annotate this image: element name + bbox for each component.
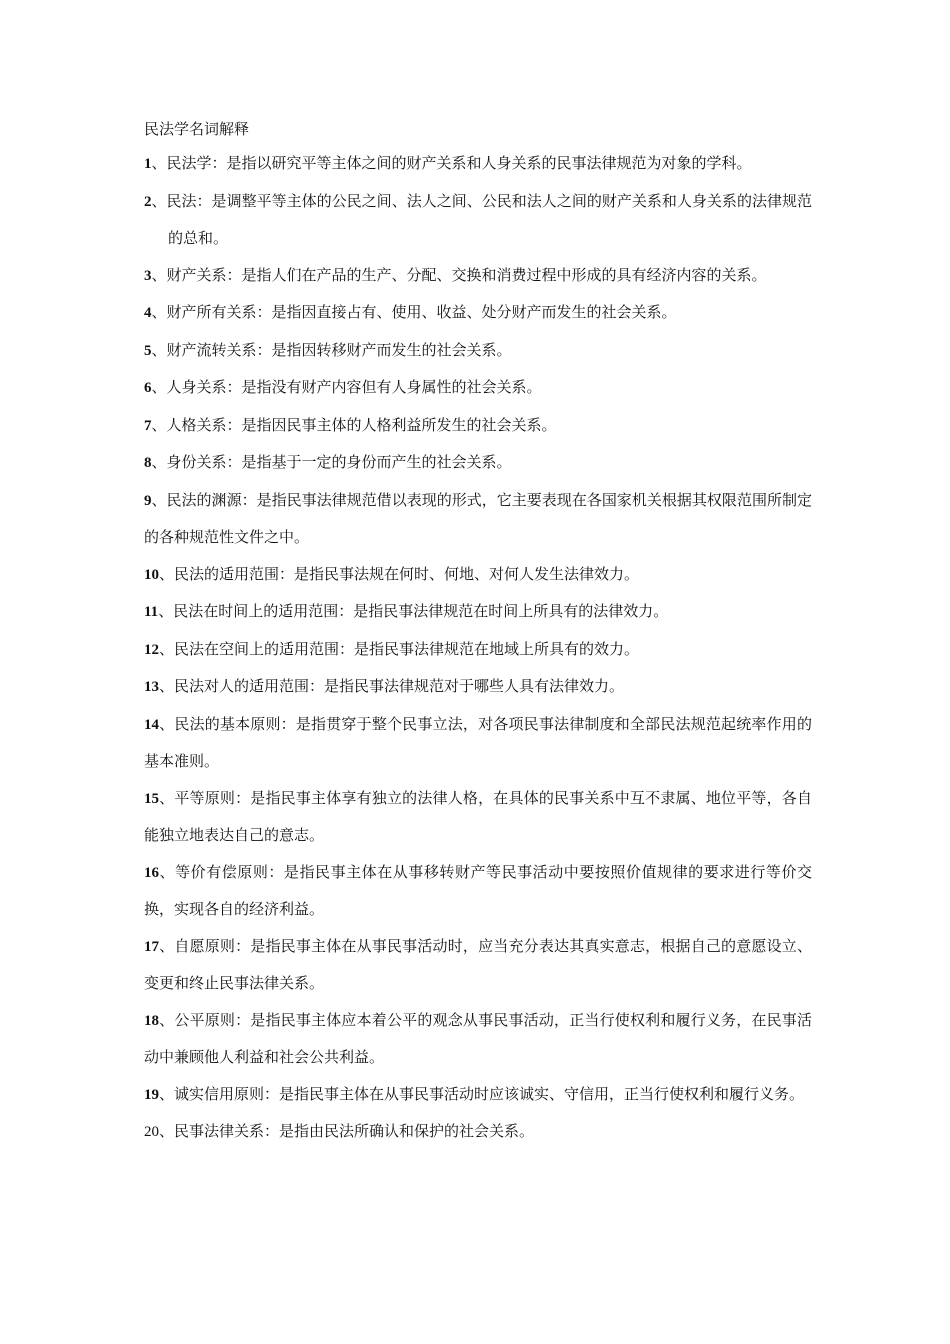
definition-entry-6 — [144, 369, 812, 407]
entry-text: 、等价有偿原则：是指民事主体在从事移转财产等民事活动中要按照价值规律的要求进行等价交换，实现各自的经济利益。 — [144, 862, 812, 918]
definition-entry-8 — [144, 444, 812, 482]
entry-text: 、民法的渊源：是指民事法律规范借以表现的形式，它主要表现在各国家机关根据其权限范围所制定的各种规范性文件之中。 — [144, 490, 812, 546]
definition-entry-13 — [144, 668, 812, 706]
entry-text: 、民法的适用范围：是指民事法规在何时、何地、对何人发生法律效力。 — [159, 564, 640, 583]
entry-text: 、人身关系：是指没有财产内容但有人身属性的社会关系。 — [151, 378, 542, 396]
document-title: 民法学名词解释 — [144, 120, 250, 138]
entry-text: 、财产所有关系：是指因直接占有、使用、收益、处分财产而发生的社会关系。 — [151, 303, 677, 321]
definition-entry-3 — [144, 257, 812, 295]
entry-text: 、平等原则：是指民事主体享有独立的法律人格，在具体的民事关系中互不隶属、地位平等，各自能独立地表达自己的意志。 — [144, 788, 812, 844]
entry-number: 7 — [144, 417, 152, 434]
definition-entry-11 — [144, 593, 812, 631]
entry-text: 、人格关系：是指因民事主体的人格利益所发生的社会关系。 — [151, 415, 557, 434]
entry-number: 15 — [144, 790, 159, 807]
definition-entry-20 — [144, 1113, 812, 1151]
entry-text: 、身份关系：是指基于一定的身份而产生的社会关系。 — [151, 453, 512, 471]
entry-number: 11 — [144, 604, 159, 620]
entry-number: 12 — [144, 641, 159, 658]
entry-number: 6 — [144, 380, 152, 396]
entry-number: 18 — [144, 1012, 159, 1029]
definition-entry-9 — [144, 482, 812, 556]
entry-text: 、自愿原则：是指民事主体在从事民事活动时，应当充分表达其真实意志，根据自己的意愿设立、变更和终止民事法律关系。 — [144, 936, 812, 992]
entry-text: 、财产流转关系：是指因转移财产而发生的社会关系。 — [151, 340, 512, 359]
definition-entry-12 — [144, 631, 812, 669]
entry-text: 、财产关系：是指人们在产品的生产、分配、交换和消费过程中形成的具有经济内容的关系。 — [151, 265, 767, 284]
entry-number: 10 — [144, 566, 159, 583]
entry-number: 19 — [144, 1086, 159, 1103]
definition-entry-10 — [144, 556, 812, 594]
entry-text: 、民法：是调整平等主体的公民之间、法人之间、公民和法人之间的财产关系和人身关系的法律规范的总和。 — [151, 191, 812, 247]
definition-list — [144, 145, 812, 1151]
definition-entry-18 — [144, 1002, 812, 1076]
entry-number: 13 — [144, 679, 159, 695]
entry-text: 、公平原则：是指民事主体应本着公平的观念从事民事活动，正当行使权利和履行义务，在民事活动中兼顾他人利益和社会公共利益。 — [144, 1010, 812, 1066]
entry-text: 、民法在空间上的适用范围：是指民事法律规范在地域上所具有的效力。 — [159, 639, 640, 658]
definition-entry-2 — [144, 183, 812, 257]
definition-entry-7 — [144, 407, 812, 445]
definition-entry-19 — [144, 1076, 812, 1114]
entry-number: 5 — [144, 342, 152, 359]
document-page — [144, 115, 812, 1151]
entry-number: 8 — [144, 455, 152, 471]
entry-number: 4 — [144, 305, 152, 321]
entry-text: 、民法学：是指以研究平等主体之间的财产关系和人身关系的民事法律规范为对象的学科。 — [151, 154, 752, 172]
entry-text: 、民法的基本原则：是指贯穿于整个民事立法，对各项民事法律制度和全部民法规范起统率作用的基本准则。 — [144, 714, 812, 770]
entry-number: 20 — [144, 1124, 159, 1140]
entry-number: 1 — [144, 156, 152, 172]
definition-entry-5 — [144, 332, 812, 370]
entry-number: 14 — [144, 716, 159, 733]
definition-entry-16 — [144, 854, 812, 928]
entry-number: 17 — [144, 938, 159, 955]
entry-number: 2 — [144, 193, 152, 210]
entry-text: 、民法对人的适用范围：是指民事法律规范对于哪些人具有法律效力。 — [159, 677, 625, 695]
definition-entry-14 — [144, 706, 812, 780]
entry-text: 、民事法律关系：是指由民法所确认和保护的社会关系。 — [159, 1122, 535, 1140]
entry-number: 3 — [144, 267, 152, 284]
definition-entry-1 — [144, 145, 812, 183]
definition-entry-4 — [144, 294, 812, 332]
entry-text: 、诚实信用原则：是指民事主体在从事民事活动时应该诚实、守信用，正当行使权利和履行义务。 — [159, 1084, 805, 1103]
entry-number: 9 — [144, 492, 152, 509]
entry-text: 、民法在时间上的适用范围：是指民事法律规范在时间上所具有的法律效力。 — [158, 602, 669, 620]
definition-entry-17 — [144, 928, 812, 1002]
definition-entry-15 — [144, 780, 812, 854]
entry-number: 16 — [144, 864, 159, 881]
